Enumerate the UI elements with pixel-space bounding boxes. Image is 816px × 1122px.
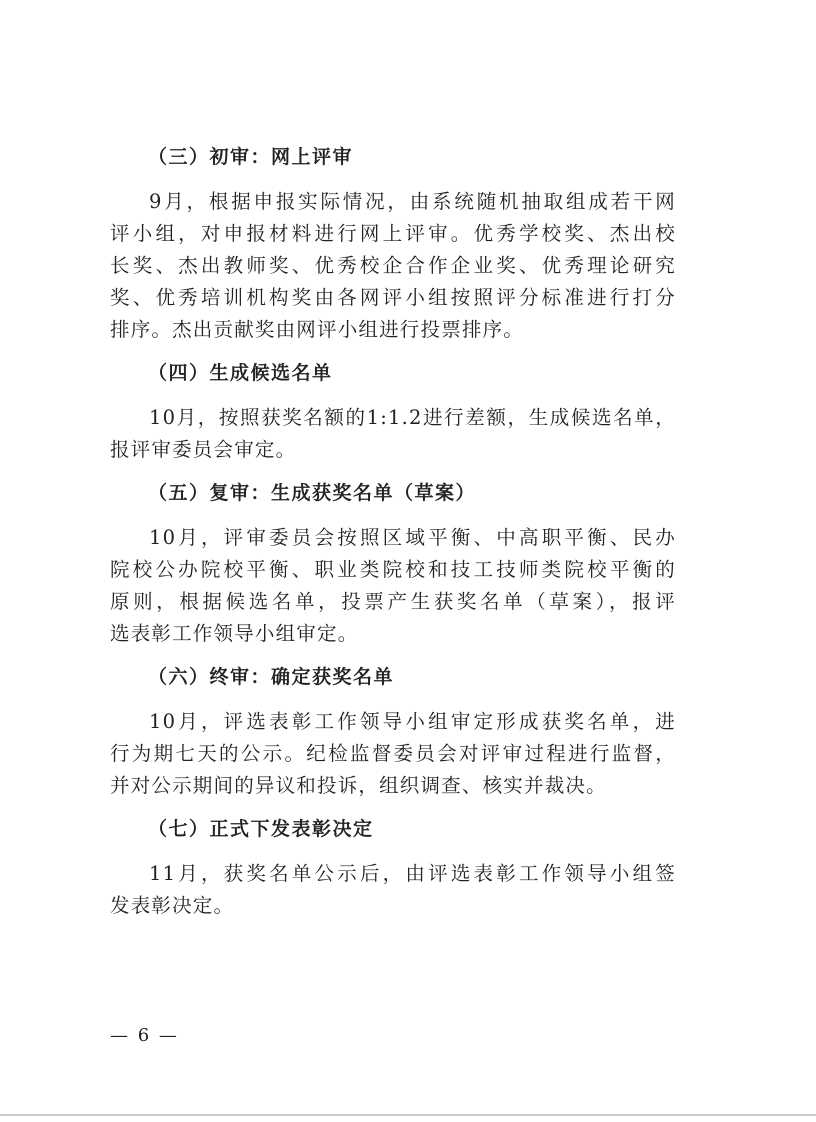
section-paragraph [110,706,676,802]
paragraph-line: 院校公办院校平衡、职业类院校和技工技师类院校平衡的 [110,558,676,581]
section-heading: （七）正式下发表彰决定 [148,818,374,840]
section-paragraph [110,402,676,466]
paragraph-line: 行为期七天的公示。纪检监督委员会对评审过程进行监督， [110,742,676,765]
paragraph-line: 发表彰决定。 [110,894,235,917]
section-heading: （五）复审：生成获奖名单（草案） [148,482,477,504]
paragraph-line: 选表彰工作领导小组审定。 [110,622,359,645]
paragraph-line: 排序。杰出贡献奖由网评小组进行投票排序。 [110,318,525,341]
paragraph-line: 原则，根据候选名单，投票产生获奖名单（草案），报评 [110,590,676,613]
section-second-review [110,478,676,650]
section-issue-decision [110,814,676,922]
section-heading: （六）终审：确定获奖名单 [148,666,395,688]
paragraph-line: 报评审委员会审定。 [110,438,297,461]
section-final-review [110,662,676,802]
section-paragraph [110,522,676,650]
scan-edge-line [0,1114,816,1116]
paragraph-line: 9月，根据申报实际情况，由系统随机抽取组成若干网 [149,190,676,213]
paragraph-line: 并对公示期间的异议和投诉，组织调查、核实并裁决。 [110,774,607,797]
paragraph-line: 评小组，对申报材料进行网上评审。优秀学校奖、杰出校 [110,222,676,245]
paragraph-line: 长奖、杰出教师奖、优秀校企合作企业奖、优秀理论研究 [110,254,676,277]
section-paragraph [110,858,676,922]
section-heading: （四）生成候选名单 [148,362,333,384]
paragraph-line: 10月，评选表彰工作领导小组审定形成获奖名单，进 [149,710,676,733]
paragraph-line: 10月，评审委员会按照区域平衡、中高职平衡、民办 [149,526,676,549]
section-candidate-list [110,358,676,466]
section-paragraph [110,186,676,346]
paragraph-line: 奖、优秀培训机构奖由各网评小组按照评分标准进行打分 [110,286,676,309]
section-preliminary-review [110,142,676,346]
document-body [110,142,676,934]
page-number: — 6 — [110,1025,179,1046]
paragraph-line: 10月，按照获奖名额的1:1.2进行差额，生成候选名单， [149,406,676,429]
paragraph-line: 11月，获奖名单公示后，由评选表彰工作领导小组签 [149,862,676,885]
section-heading: （三）初审：网上评审 [148,146,354,168]
